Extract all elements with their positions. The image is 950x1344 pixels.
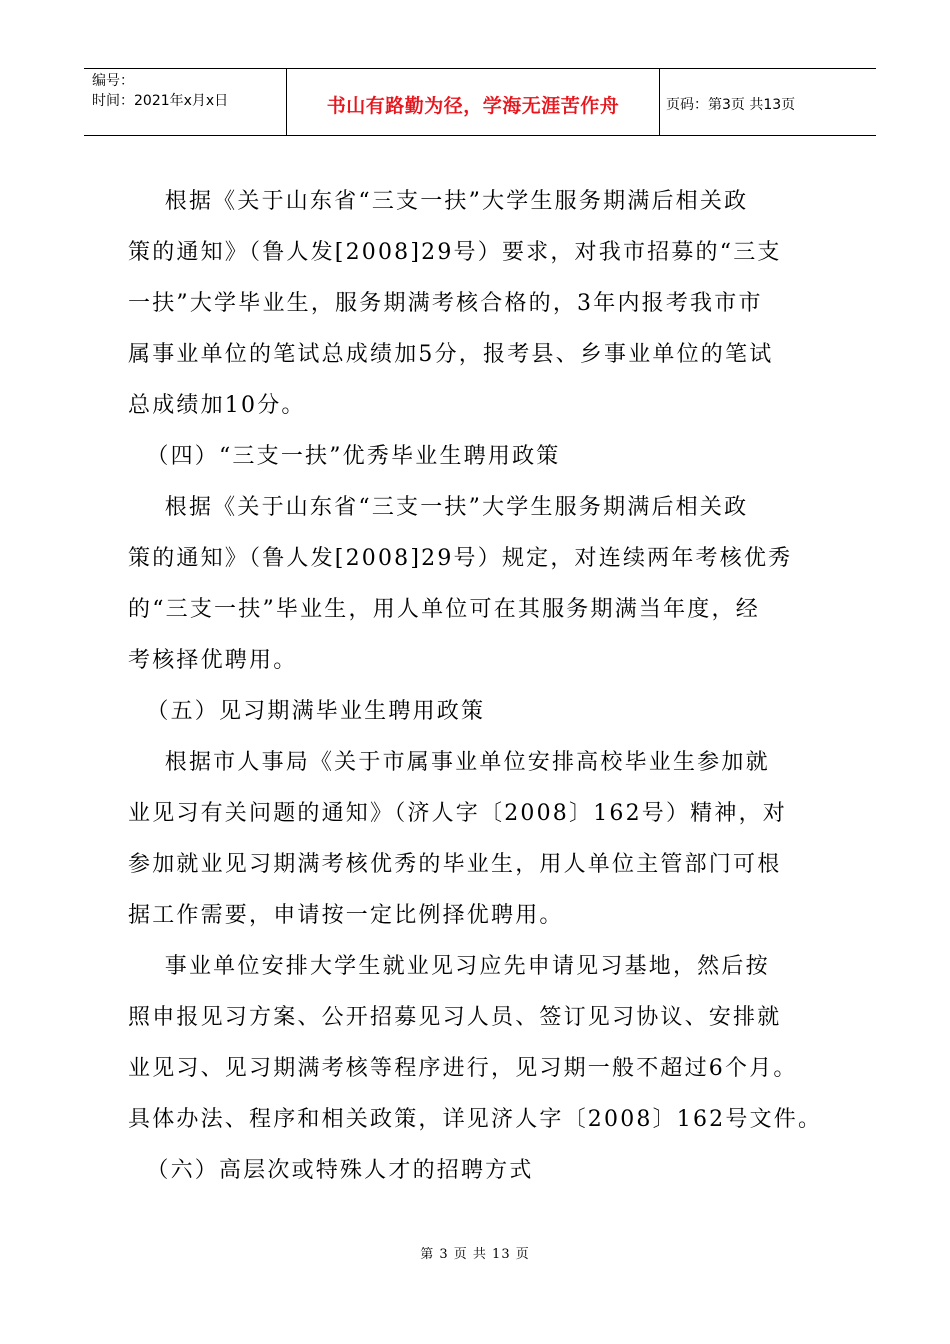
body-line: 参加就业见习期满考核优秀的毕业生，用人单位主管部门可根	[128, 852, 782, 877]
section-heading: （五）见习期满毕业生聘用政策	[128, 699, 486, 724]
body-line: 照申报见习方案、公开招募见习人员、签订见习协议、安排就	[128, 1005, 782, 1030]
page-footer: 第 3 页 共 13 页	[420, 1247, 530, 1262]
body-line: 根据《关于山东省“三支一扶”大学生服务期满后相关政	[128, 189, 749, 214]
body-line: 策的通知》（鲁人发[2008]29号）要求，对我市招募的“三支	[128, 240, 782, 265]
document-body	[128, 176, 848, 1196]
body-line: 根据市人事局《关于市属事业单位安排高校毕业生参加就	[128, 750, 770, 775]
section-heading: （四）“三支一扶”优秀毕业生聘用政策	[128, 444, 561, 469]
document-number: 编号：	[92, 73, 134, 89]
body-line: 属事业单位的笔试总成绩加5分，报考县、乡事业单位的笔试	[128, 342, 774, 367]
body-line: 总成绩加10分。	[128, 393, 306, 418]
header-motto: 书山有路勤为径，学海无涯苦作舟	[326, 94, 620, 117]
body-line: 据工作需要，申请按一定比例择优聘用。	[128, 903, 564, 928]
body-line: 的“三支一扶”毕业生，用人单位可在其服务期满当年度，经	[128, 597, 760, 622]
body-line: 考核择优聘用。	[128, 648, 298, 673]
body-line: 业见习有关问题的通知》（济人字〔2008〕162号）精神，对	[128, 801, 787, 826]
header-page-cell	[660, 69, 876, 135]
body-line: 事业单位安排大学生就业见习应先申请见习基地，然后按	[128, 954, 770, 979]
body-line: 一扶”大学毕业生，服务期满考核合格的，3年内报考我市市	[128, 291, 763, 316]
body-line: 具体办法、程序和相关政策，详见济人字〔2008〕162号文件。	[128, 1107, 823, 1132]
body-line: 根据《关于山东省“三支一扶”大学生服务期满后相关政	[128, 495, 749, 520]
body-line: 业见习、见习期满考核等程序进行，见习期一般不超过6个月。	[128, 1056, 798, 1081]
header-page-code: 页码：第3页 共13页	[666, 97, 796, 113]
section-heading: （六）高层次或特殊人才的招聘方式	[128, 1158, 534, 1183]
header-motto-cell	[286, 69, 660, 135]
page-header	[84, 68, 876, 136]
header-meta	[84, 69, 286, 135]
body-line: 策的通知》（鲁人发[2008]29号）规定，对连续两年考核优秀	[128, 546, 793, 571]
document-time: 时间：2021年x月x日	[92, 93, 229, 109]
